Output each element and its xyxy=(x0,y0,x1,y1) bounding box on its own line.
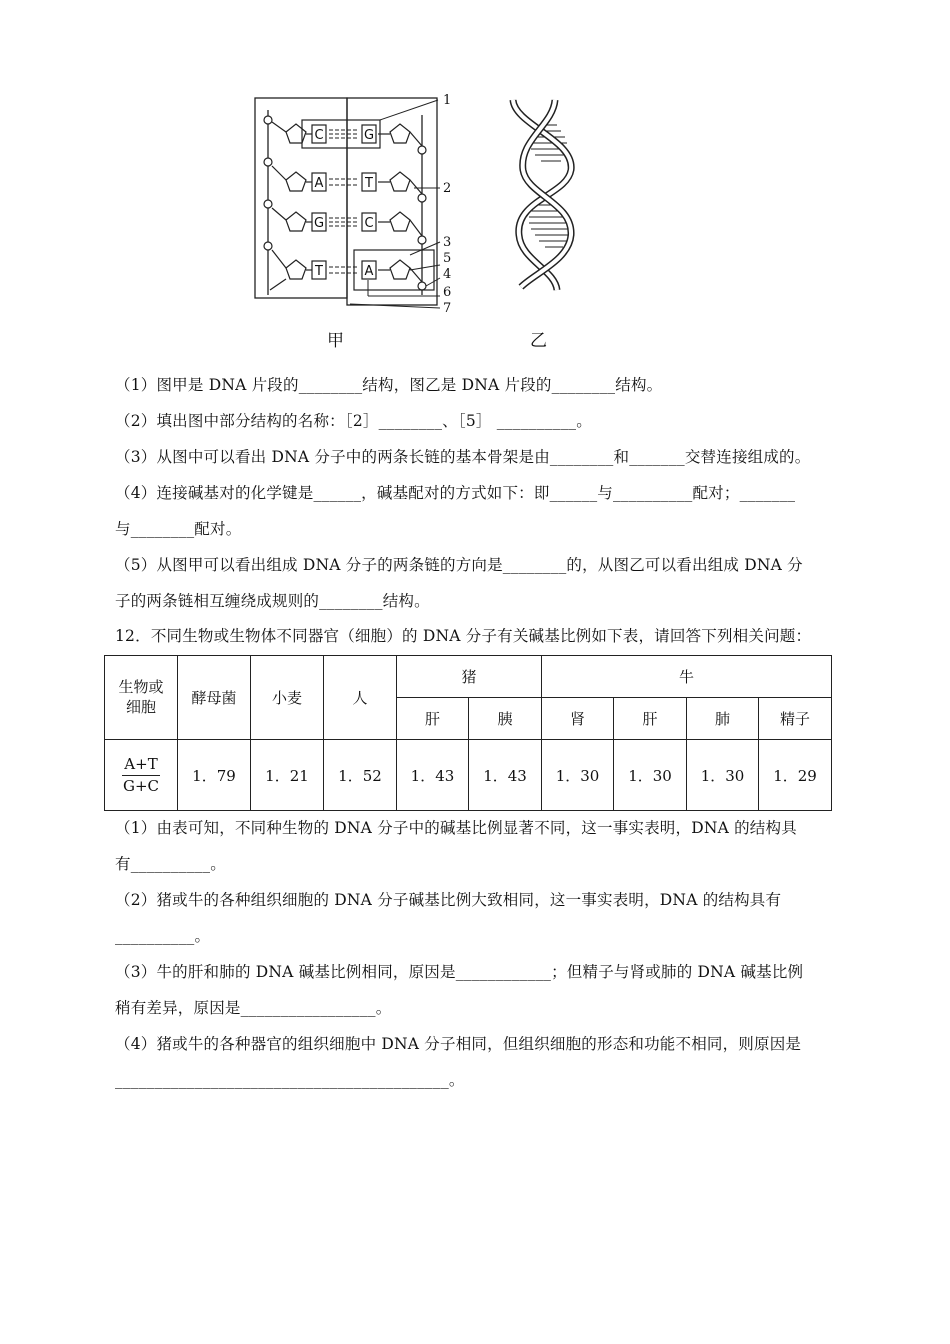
q12-line-6: 稍有差异，原因是_________________。 xyxy=(115,999,392,1017)
q11-line-2: （2）填出图中部分结构的名称：［2］________、［5］ __________。 xyxy=(115,412,592,430)
table-header-organism: 生物或细胞 xyxy=(105,656,178,740)
table-header-human: 人 xyxy=(324,656,397,740)
dna-planar-structure-diagram xyxy=(250,90,460,320)
q12-line-4: __________。 xyxy=(115,927,211,945)
q12-line-5: （3）牛的肝和肺的 DNA 碱基比例相同，原因是____________；但精子与肾或肺的 DNA 碱基比例 xyxy=(115,963,804,981)
q11-line-6: （5）从图甲可以看出组成 DNA 分子的两条链的方向是________的，从图乙可以看出组成 DNA 分 xyxy=(115,556,803,574)
table-header-pig: 猪 xyxy=(397,656,542,698)
table-cell: 1．30 xyxy=(687,740,759,811)
phosphate-icon xyxy=(418,146,426,154)
table-header-pig-pancreas: 胰 xyxy=(469,698,542,740)
callout-number: 7 xyxy=(443,301,452,316)
base-letter: T xyxy=(315,264,323,279)
q12-line-8: __________________________________________。 xyxy=(115,1071,465,1089)
ratio-denominator: G+C xyxy=(122,776,160,795)
table-cell: 1．43 xyxy=(397,740,469,811)
base-letter: C xyxy=(364,216,374,231)
dna-double-helix-diagram xyxy=(505,95,585,295)
deoxyribose-icon xyxy=(286,172,306,191)
q12-line-7: （4）猪或牛的各种器官的组织细胞中 DNA 分子相同，但组织细胞的形态和功能不相同，则原因是 xyxy=(115,1035,802,1053)
table-ratio-label xyxy=(105,740,178,811)
phosphate-icon xyxy=(264,242,272,250)
callout-number: 2 xyxy=(443,181,452,196)
q12-intro: 12．不同生物或生物体不同器官（细胞）的 DNA 分子有关碱基比例如下表，请回答下列相关问题： xyxy=(115,627,812,645)
phosphate-icon xyxy=(264,116,272,124)
deoxyribose-icon xyxy=(390,172,410,191)
callout-number: 4 xyxy=(443,267,452,282)
deoxyribose-icon xyxy=(390,212,410,231)
q11-line-7: 子的两条链相互缠绕成规则的________结构。 xyxy=(115,592,430,610)
deoxyribose-icon xyxy=(390,124,410,143)
figure-label-yi: 乙 xyxy=(530,331,547,351)
base-letter: T xyxy=(365,176,373,191)
callout-number: 5 xyxy=(443,251,452,266)
deoxyribose-icon xyxy=(286,212,306,231)
callout-number: 6 xyxy=(443,285,452,300)
table-header-wheat: 小麦 xyxy=(251,656,324,740)
table-cell: 1．43 xyxy=(469,740,542,811)
table-header-cow-sperm: 精子 xyxy=(759,698,832,740)
ratio-numerator: A+T xyxy=(122,755,159,776)
q11-line-5: 与________配对。 xyxy=(115,520,242,538)
deoxyribose-icon xyxy=(286,124,306,143)
base-letter: G xyxy=(313,216,325,231)
q11-line-4: （4）连接碱基对的化学键是______，碱基配对的方式如下：即______与__________配对；_______ xyxy=(115,484,796,502)
phosphate-icon xyxy=(264,200,272,208)
phosphate-icon xyxy=(264,158,272,166)
base-letter: C xyxy=(314,128,324,143)
phosphate-icon xyxy=(418,282,426,290)
ratio-fraction xyxy=(122,755,159,796)
table-header-cow-liver: 肝 xyxy=(614,698,687,740)
q12-line-1: （1）由表可知，不同种生物的 DNA 分子中的碱基比例显著不同，这一事实表明，DNA 的结构具 xyxy=(115,819,797,837)
q11-line-3: （3）从图中可以看出 DNA 分子中的两条长链的基本骨架是由________和_______交替连接组成的。 xyxy=(115,448,811,466)
table-cell: 1．29 xyxy=(759,740,832,811)
callout-number: 3 xyxy=(443,235,452,250)
phosphate-icon xyxy=(418,194,426,202)
table-cell: 1．30 xyxy=(542,740,614,811)
table-header-cow-lung: 肺 xyxy=(687,698,759,740)
deoxyribose-icon xyxy=(390,260,410,279)
q11-line-1: （1）图甲是 DNA 片段的________结构，图乙是 DNA 片段的________结构。 xyxy=(115,376,663,394)
table-cell: 1．52 xyxy=(324,740,397,811)
deoxyribose-icon xyxy=(286,260,306,279)
base-letter: A xyxy=(364,264,374,279)
table-cell: 1．21 xyxy=(251,740,324,811)
figure-label-jia: 甲 xyxy=(327,331,344,351)
table-header-pig-liver: 肝 xyxy=(397,698,469,740)
table-cell: 1．30 xyxy=(614,740,687,811)
base-ratio-table xyxy=(104,655,832,811)
table-header-yeast: 酵母菌 xyxy=(178,656,251,740)
q12-line-2: 有__________。 xyxy=(115,855,226,873)
table-cell: 1．79 xyxy=(178,740,251,811)
base-letter: A xyxy=(314,176,324,191)
table-header-cow-kidney: 肾 xyxy=(542,698,614,740)
table-header-cow: 牛 xyxy=(542,656,832,698)
callout-number: 1 xyxy=(443,93,452,108)
phosphate-icon xyxy=(418,236,426,244)
base-letter: G xyxy=(363,128,375,143)
q12-line-3: （2）猪或牛的各种组织细胞的 DNA 分子碱基比例大致相同，这一事实表明，DNA 的结构具有 xyxy=(115,891,782,909)
